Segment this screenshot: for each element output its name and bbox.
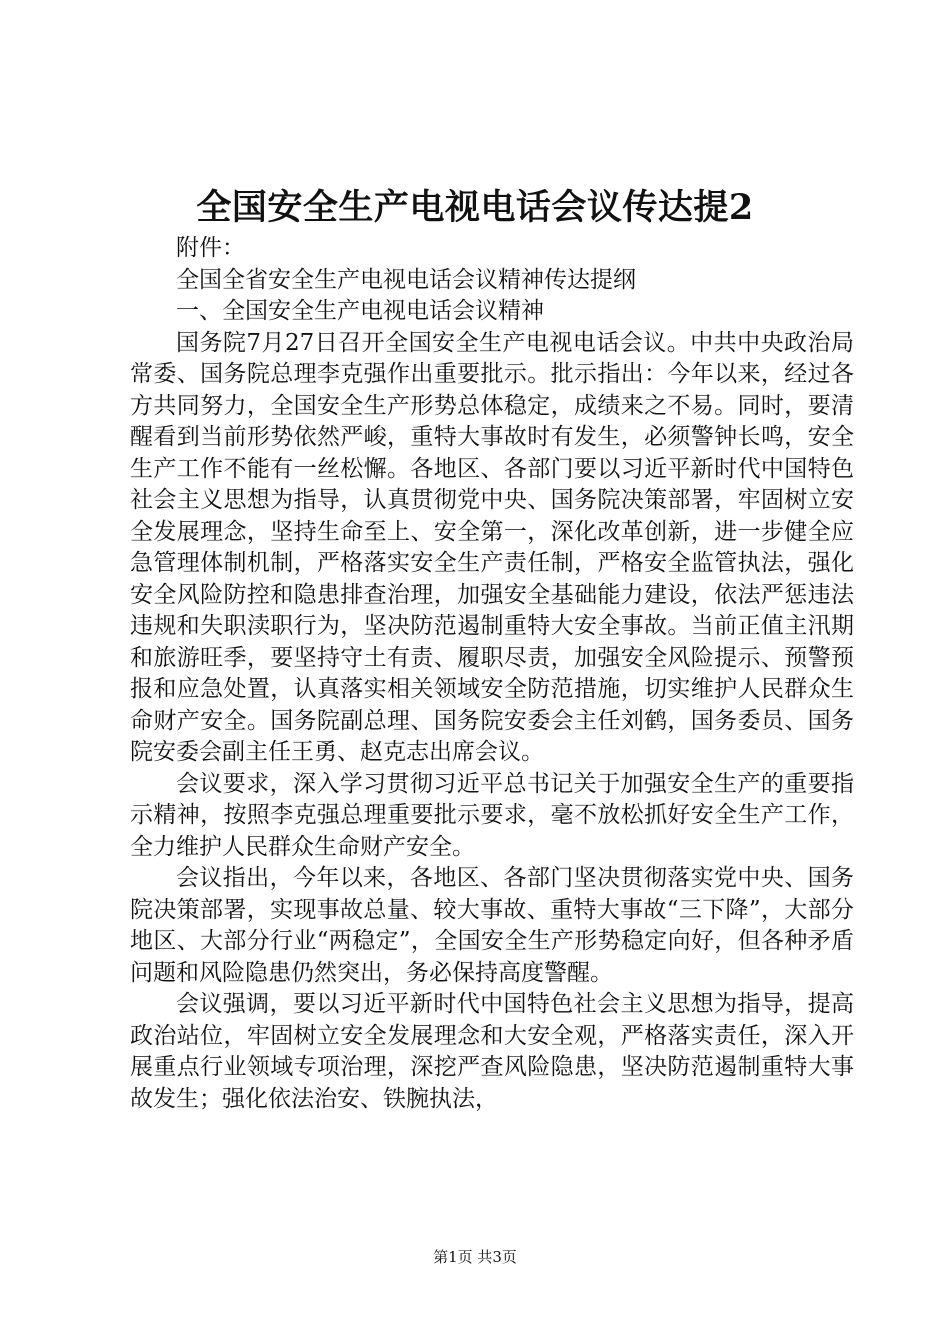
body-paragraph: 国务院7月27日召开全国安全生产电视电话会议。中共中央政治局常委、国务院总理李克强作出重要批示。批示指出：今年以来，经过各方共同努力，全国安全生产形势总体稳定，成绩来之不易。同时，要清醒看到当前形势依然严峻，重特大事故时有发生，必须警钟长鸣，安全生产工作不能有一丝松懈。各地区、各部门要以习近平新时代中国特色社会主义思想为指导，认真贯彻党中央、国务院决策部署，牢固树立安全发展理念，坚持生命至上、安全第一，深化改革创新，进一步健全应急管理体制机制，严格落实安全生产责任制，严格安全监管执法，强化安全风险防控和隐患排查治理，加强安全基础能力建设，依法严惩违法违规和失职渎职行为，坚决防范遏制重特大安全事故。当前正值主汛期和旅游旺季，要坚持守土有责、履职尽责，加强安全风险提示、预警预报和应急处置，认真落实相关领域安全防范措施，切实维护人民群众生命财产安全。国务院副总理、国务院安委会主任刘鹤，国务委员、国务院安委会副主任王勇、赵克志出席会议。 — [130, 329, 854, 765]
body-paragraph: 会议要求，深入学习贯彻习近平总书记关于加强安全生产的重要指示精神，按照李克强总理重要批示要求，毫不放松抓好安全生产工作，全力维护人民群众生命财产安全。 — [130, 770, 854, 860]
outline-title: 全国全省安全生产电视电话会议精神传达提纲 — [176, 266, 636, 293]
page-number-footer: 第1页 共3页 — [433, 1248, 517, 1266]
document-title: 全国安全生产电视电话会议传达提2 — [196, 187, 754, 228]
attachment-label: 附件： — [176, 235, 245, 261]
body-paragraph: 会议指出，今年以来，各地区、各部门坚决贯彻落实党中央、国务院决策部署，实现事故总量、较大事故、重特大事故“三下降”，大部分地区、大部分行业“两稳定”，全国安全生产形势稳定向好，但各种矛盾问题和风险隐患仍然突出，务必保持高度警醒。 — [130, 865, 854, 986]
section-heading: 一、全国安全生产电视电话会议精神 — [176, 298, 544, 324]
document-body — [130, 233, 854, 1115]
body-paragraph: 会议强调，要以习近平新时代中国特色社会主义思想为指导，提高政治站位，牢固树立安全发展理念和大安全观，严格落实责任，深入开展重点行业领域专项治理，深挖严查风险隐患，坚决防范遏制重特大事故发生；强化依法治安、铁腕执法， — [130, 991, 854, 1112]
